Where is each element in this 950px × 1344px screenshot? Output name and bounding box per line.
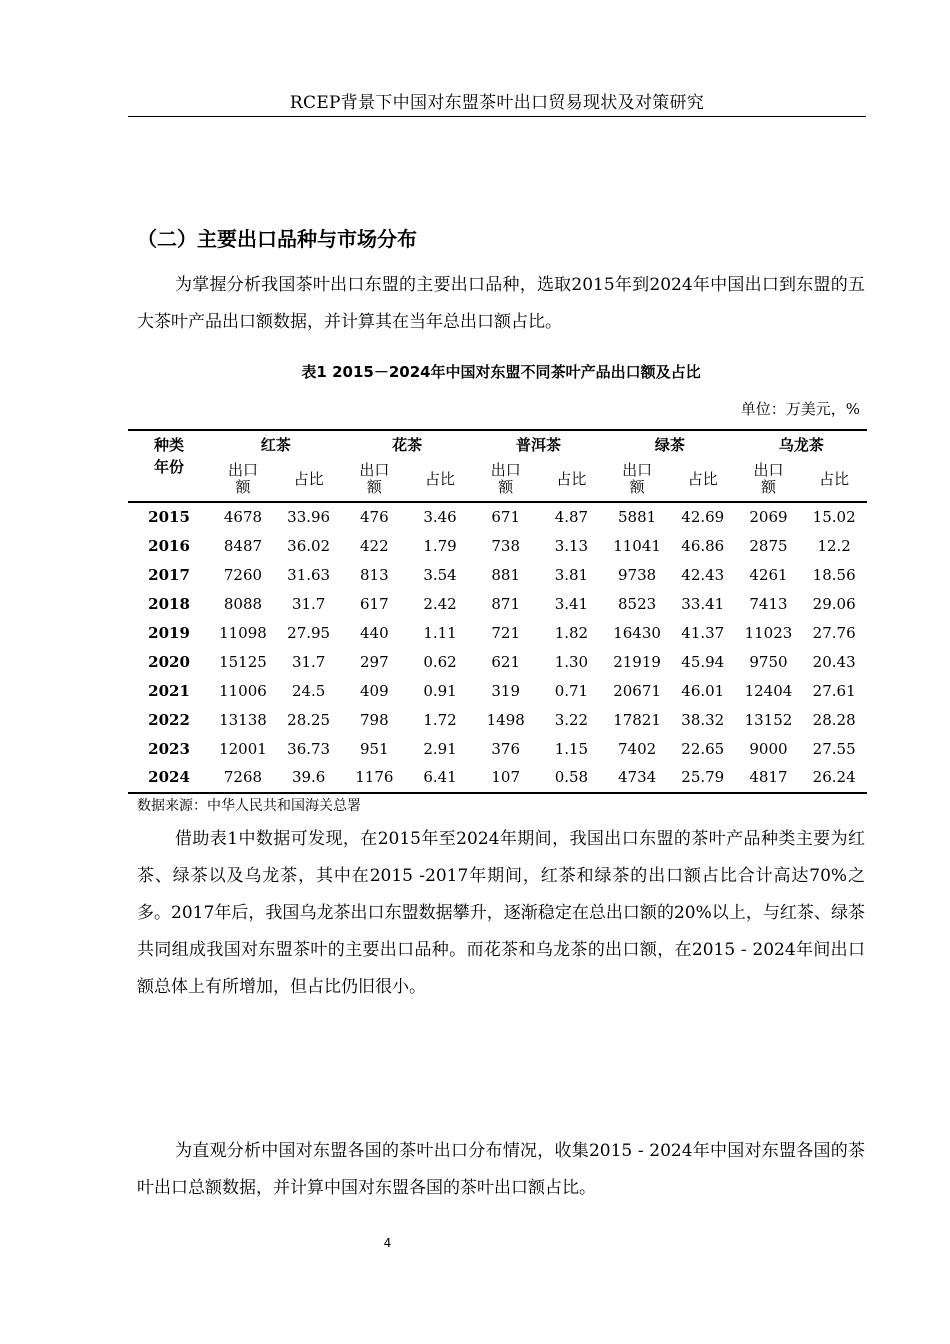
amount-cell: 1498 [486,710,525,729]
header-rule [128,116,866,117]
table-row [128,532,867,561]
table-row [128,561,867,590]
share-cell: 28.25 [287,710,331,729]
share-cell: 29.06 [812,595,856,614]
amount-cell: 798 [360,710,389,729]
category-header: 花茶 [341,430,472,457]
share-cell: 0.71 [554,681,589,700]
year-cell: 2021 [148,681,190,700]
share-subheader: 占比 [407,457,473,502]
table-row [128,502,867,532]
share-cell: 42.69 [681,508,725,527]
amount-cell: 21919 [613,652,661,671]
amount-cell: 881 [491,566,521,585]
share-cell: 33.96 [287,508,331,527]
share-cell: 1.72 [423,710,457,729]
source-note: 数据来源：中华人民共和国海关总署 [137,798,361,814]
amount-cell: 20671 [613,681,661,700]
category-header: 普洱茶 [473,430,604,457]
share-cell: 33.41 [681,595,725,614]
share-cell: 3.41 [554,595,589,614]
corner-bottom-label: 年份 [128,457,210,502]
share-cell: 28.28 [812,710,856,729]
table-body [128,502,867,793]
category-header: 乌龙茶 [736,430,867,457]
amount-cell: 617 [360,595,389,614]
amount-subheader: 出口额 [736,457,802,502]
table-row [128,619,867,648]
share-cell: 27.76 [812,624,856,642]
year-cell: 2016 [148,537,190,556]
year-cell: 2020 [148,652,190,671]
share-cell: 26.24 [801,763,867,793]
share-cell: 0.62 [423,652,457,671]
share-cell: 27.55 [812,739,856,758]
amount-subheader: 出口额 [210,457,276,502]
share-cell: 18.56 [812,566,856,585]
share-cell: 1.82 [554,624,589,642]
table-row [128,763,867,793]
amount-cell: 1176 [341,763,407,793]
next-paragraph: 为直观分析中国对东盟各国的茶叶出口分布情况，收集2015 - 2024年中国对东盟各国的茶叶出口总额数据，并计算中国对东盟各国的茶叶出口额占比。 [137,1141,865,1198]
amount-subheader: 出口额 [341,457,407,502]
running-header: RCEP背景下中国对东盟茶叶出口贸易现状及对策研究 [289,93,705,113]
share-cell: 4.87 [554,508,589,527]
share-cell: 1.30 [554,652,589,671]
amount-cell: 4734 [604,763,670,793]
amount-cell: 15125 [219,652,267,671]
share-cell: 41.37 [681,624,725,642]
amount-cell: 2875 [749,537,788,556]
share-cell: 1.11 [423,624,457,642]
amount-cell: 11098 [219,624,267,642]
table-header-row [128,430,867,457]
amount-cell: 13138 [219,710,267,729]
share-cell: 1.79 [423,537,457,556]
amount-cell: 376 [491,739,521,758]
share-subheader: 占比 [539,457,605,502]
corner-top-label: 种类 [128,430,210,457]
amount-cell: 7260 [223,566,263,585]
table-caption: 表1 2015－2024年中国对东盟不同茶叶产品出口额及占比 [301,363,701,381]
share-cell: 36.73 [287,739,331,758]
year-cell: 2023 [148,739,190,758]
amount-cell: 4261 [749,566,788,585]
amount-cell: 813 [360,566,389,585]
year-cell: 2024 [128,763,210,793]
amount-cell: 107 [473,763,539,793]
export-table [128,429,867,794]
amount-cell: 8088 [223,595,263,614]
share-cell: 45.94 [681,652,725,671]
amount-cell: 7268 [210,763,276,793]
share-cell: 6.41 [407,763,473,793]
share-cell: 38.32 [681,710,725,729]
amount-cell: 297 [360,652,389,671]
amount-cell: 951 [360,739,389,758]
amount-cell: 440 [360,624,389,642]
amount-cell: 319 [491,681,521,700]
share-cell: 3.81 [554,566,589,585]
share-cell: 46.01 [681,681,725,700]
share-cell: 3.54 [423,566,457,585]
share-cell: 20.43 [812,652,856,671]
amount-cell: 9750 [749,652,788,671]
table-row [128,705,867,734]
table-unit: 单位：万美元，% [740,400,860,418]
category-header: 红茶 [210,430,341,457]
share-cell: 2.91 [423,739,457,758]
amount-cell: 721 [491,624,521,642]
share-cell: 22.65 [681,739,725,758]
page-number: 4 [383,1236,392,1250]
intro-paragraph: 为掌握分析我国茶叶出口东盟的主要出口品种，选取2015年到2024年中国出口到东盟的五大茶叶产品出口额数据，并计算其在当年总出口额占比。 [137,275,865,332]
share-cell: 25.79 [670,763,736,793]
year-cell: 2019 [148,624,190,642]
amount-cell: 16430 [613,624,661,642]
share-cell: 27.61 [812,681,856,700]
amount-cell: 12001 [219,739,267,758]
year-cell: 2018 [148,595,190,614]
amount-subheader: 出口额 [604,457,670,502]
amount-cell: 871 [491,595,521,614]
share-cell: 36.02 [287,537,331,556]
amount-cell: 8523 [617,595,657,614]
amount-cell: 2069 [749,508,788,527]
amount-cell: 13152 [744,710,793,729]
share-subheader: 占比 [276,457,342,502]
table-subheader-row [128,457,867,502]
share-cell: 31.7 [291,652,326,671]
year-cell: 2017 [148,566,190,585]
table-row [128,590,867,619]
share-cell: 2.42 [423,595,457,614]
share-cell: 24.5 [291,681,326,700]
share-cell: 27.95 [287,624,331,642]
amount-cell: 4817 [736,763,802,793]
category-header: 绿茶 [604,430,735,457]
amount-cell: 11041 [613,537,661,556]
share-cell: 31.7 [291,595,326,614]
share-subheader: 占比 [801,457,867,502]
year-cell: 2022 [148,710,190,729]
amount-cell: 11006 [219,681,267,700]
share-cell: 1.15 [554,739,589,758]
amount-cell: 738 [491,537,521,556]
amount-cell: 422 [360,537,389,556]
amount-subheader: 出口额 [473,457,539,502]
section-heading: （二）主要出口品种与市场分布 [137,227,417,251]
amount-cell: 671 [491,508,521,527]
share-cell: 0.91 [423,681,457,700]
amount-cell: 7402 [617,739,657,758]
share-cell: 31.63 [287,566,331,585]
share-cell: 3.22 [554,710,589,729]
share-subheader: 占比 [670,457,736,502]
table-row [128,676,867,705]
amount-cell: 5881 [617,508,657,527]
amount-cell: 17821 [613,710,661,729]
amount-cell: 11023 [744,624,793,642]
share-cell: 15.02 [812,508,856,527]
amount-cell: 476 [360,508,389,527]
share-cell: 3.13 [554,537,589,556]
amount-cell: 621 [491,652,521,671]
amount-cell: 7413 [749,595,788,614]
share-cell: 0.58 [539,763,605,793]
amount-cell: 9000 [749,739,788,758]
share-cell: 39.6 [276,763,342,793]
share-cell: 46.86 [681,537,725,556]
amount-cell: 4678 [223,508,263,527]
amount-cell: 8487 [223,537,263,556]
share-cell: 12.2 [817,537,851,556]
share-cell: 3.46 [423,508,457,527]
table-row [128,734,867,763]
analysis-paragraph: 借助表1中数据可发现，在2015年至2024年期间，我国出口东盟的茶叶产品种类主要为红茶、绿茶以及乌龙茶，其中在2015 -2017年期间，红茶和绿茶的出口额占比合计高达70%之多。2017年后，我国乌龙茶出口东盟数据攀升，逐渐稳定在总出口额的20%以上，与红茶、绿茶共同组成我国对东盟茶叶的主要出口品种。而花茶和乌龙茶的出口额，在2015 - 2024年间出口额总体上有所增加，但占比仍旧很小。 [137,829,865,997]
share-cell: 42.43 [681,566,725,585]
year-cell: 2015 [148,508,190,527]
amount-cell: 9738 [617,566,657,585]
amount-cell: 409 [360,681,389,700]
amount-cell: 12404 [744,681,793,700]
table-row [128,647,867,676]
